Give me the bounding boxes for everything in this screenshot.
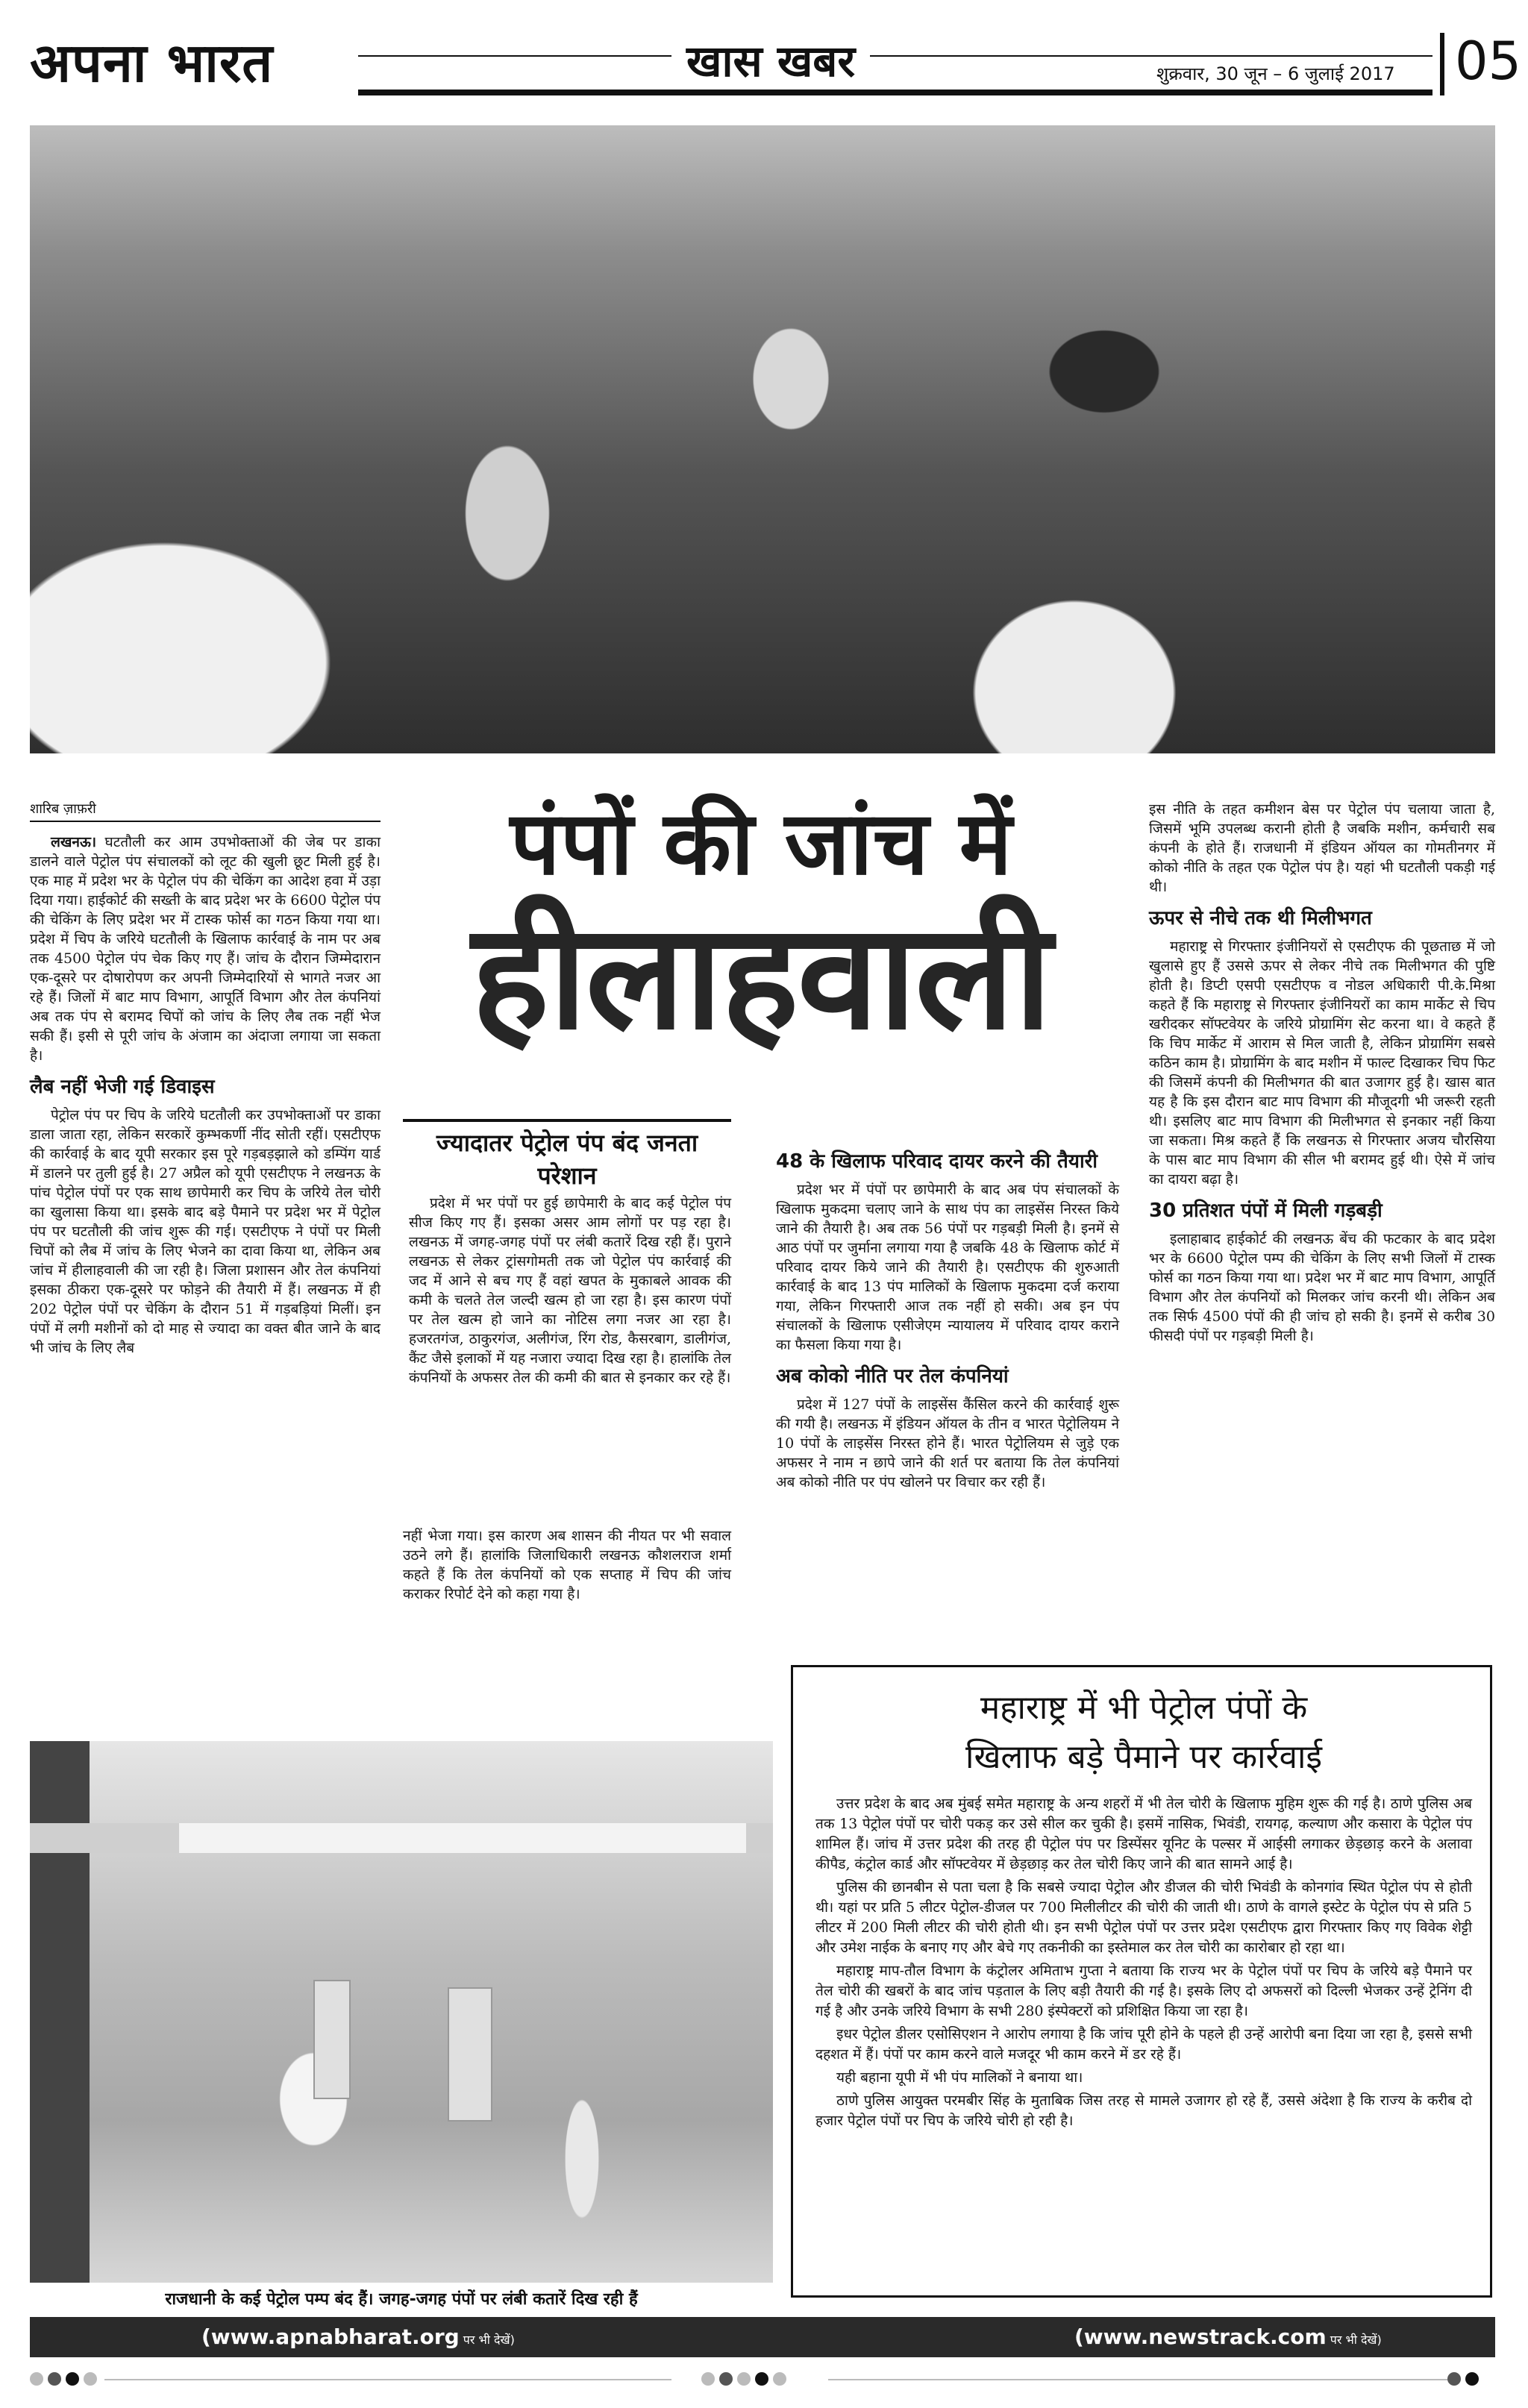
maharashtra-title-line-1: महाराष्ट्र में भी पेट्रोल पंपों के [980,1689,1308,1727]
photo-caption: राजधानी के कई पेट्रोल पम्प बंद हैं। जगह-जगह पंपों पर लंबी कतारें दिख रही हैं [165,2290,638,2309]
col1-subhead: लैब नहीं भेजी गई डिवाइस [30,1076,215,1098]
col4-subhead-1: ऊपर से नीचे तक थी मिलीभगत [1149,907,1372,929]
byline: शारिब ज़ाफ़री [30,801,96,817]
col2-paragraph-1: प्रदेश में भर पंपों पर हुई छापेमारी के बाद कई पेट्रोल पंप सीज किए गए हैं। इसका असर आम लोगों पर पड़ रहा है। लखनऊ में जगह-जगह पंपों पर लंबी कतारें दिख रही हैं। पुराने लखनऊ से लेकर ट्रांसगोमती तक जो पेट्रोल पंप कार्रवाई की जद में आने से बच गए हैं वहां खपत के मुकाबले आवक की कमी के चलते तेल जल्दी खत्म हो जा रहा है। इस कारण पंपों पर तेल खत्म हो जाने का नोटिस लगा नजर आ रहा है। हजरतगंज, ठाकुरगंज, अलीगंज, रिंग रोड, कैसरबाग, डालीगंज, कैंट जैसे इलाकों में यह नजारा ज्यादा दिख रहा है। हालांकि तेल कंपनियों के अफसर तेल की कमी की बात से इनकार कर रहे हैं। [409,1195,731,1386]
maharashtra-paragraph: उत्तर प्रदेश के बाद अब मुंबई समेत महाराष्ट्र के अन्य शहरों में भी तेल चोरी के खिलाफ मुहिम शुरू की गई है। ठाणे पुलिस अब तक 13 पेट्रोल पंपों पर चोरी पकड़ कर उसे सील कर चुकी है। इसमें नासिक, भिवंडी, रायगढ़, कल्याण और कसारा के पेट्रोल पंप शामिल हैं। जांच में उत्तर प्रदेश की तरह ही पेट्रोल पंप पर डिस्पेंसर यूनिट के पल्सर में आईसी लगाकर छेड़छाड़ करने के अलावा कीपैड, कंट्रोल कार्ड और सॉफ्टवेयर में छेड़छाड़ कर तेल चोरी किए जाने की बात सामने आई है। [815,1796,1472,1872]
column-4 [1149,800,1495,1346]
col1-dateline: लखनऊ। [51,834,97,850]
footer-rule-right [828,2379,1447,2380]
col4-paragraph-1: महाराष्ट्र से गिरफ्तार इंजीनियरों से एसटीएफ की पूछताछ में जो खुलासे हुए हैं उससे ऊपर से लेकर नीचे तक मिलीभगत की पुष्टि होती है। डिप्टी एसपी एसटीएफ व नोडल अधिकारी पी.के.मिश्रा कहते हैं कि महाराष्ट्र से गिरफ्तार इंजीनियरों का काम मार्केट से चिप खरीदकर सॉफ्टवेयर के जरिये प्रोग्रामिंग सेट करना था। वे कहते हैं कि चिप मार्केट में आराम से मिल जाती है, लेकिन प्रोग्रामिंग सबसे कठिन काम है। प्रोग्रामिंग के बाद मशीन में फाल्ट दिखाकर चिप फिट की जिसमें कंपनी की मिलीभगत की बात उजागर हुई है। खास बात यह है कि इस दौरान बाट माप विभाग की मौजूदगी भी जरूरी रहती थी। इसलिए बाट माप विभाग की मिलीभगत से इनकार नहीं किया जा सकता। मिश्र कहते हैं कि लखनऊ से गिरफ्तार अजय चौरसिया के पास बाट माप विभाग की सील भी बरामद हुई थी। ऐसे में जांच का दायरा बढ़ा है। [1149,938,1495,1188]
page-number: 05 [1455,31,1522,92]
section-heading: खास खबर [671,33,870,90]
decor-dot [755,2372,768,2386]
col3-subhead-2: अब कोको नीति पर तेल कंपनियां [776,1365,1009,1388]
station-canopy [179,1823,746,1853]
sidebar-story-title: ज्यादातर पेट्रोल पंप बंद जनता परेशान [403,1119,731,1192]
maharashtra-paragraph: ठाणे पुलिस आयुक्त परमबीर सिंह के मुताबिक जिस तरह से मामले उजागर हो रहे हैं, उससे अंदेशा है कि राज्य के करीब दो हजार पेट्रोल पंपों पर चिप के जरिये चोरी हो रही है। [815,2092,1472,2129]
maharashtra-box-body [815,1794,1472,2134]
decor-dot [737,2372,751,2386]
dateline: शुक्रवार, 30 जून – 6 जुलाई 2017 [1149,61,1403,86]
masthead [30,25,1522,106]
col4-subhead-2: 30 प्रतिशत पंपों में मिली गड़बड़ी [1149,1200,1383,1222]
decor-dot [84,2372,97,2386]
decor-dot [719,2372,733,2386]
decor-dot [66,2372,79,2386]
page-number-divider [1440,33,1444,95]
maharashtra-paragraph: पुलिस की छानबीन से पता चला है कि सबसे ज्यादा पेट्रोल और डीजल की चोरी भिवंडी के कोनगांव स्थित पेट्रोल पंप से होती थी। यहां पर प्रति 5 लीटर पेट्रोल-डीजल पर 700 मिलीलीटर की चोरी की जाती थी। ठाणे के वागले इस्टेट के पेट्रोल पंप से प्रति 5 लीटर में 200 मिली लीटर की चोरी होती थी। इन सभी पेट्रोल पंपों पर उत्तर प्रदेश एसटीएफ द्वारा गिरफ्तार किए गए विवेक शेट्टी और उमेश नाईक के बनाए गए और बेचे गए तकनीकी का इस्तेमाल कर तेल चोरी का कारोबार हो रहा था। [815,1879,1472,1956]
col3-paragraph-2: प्रदेश में 127 पंपों के लाइसेंस कैंसिल करने की कार्रवाई शुरू की गयी है। लखनऊ में इंडियन ऑयल के तीन व भारत पेट्रोलियम ने 10 पंपों के लाइसेंस निरस्त होने हैं। भारत पेट्रोलियम से जुड़े एक अफसर ने नाम न छापे जाने की शर्त पर बताया कि तेल कंपनियां अब कोको नीति पर पंप खोलने पर विचार कर रही हैं। [776,1396,1119,1490]
main-headline [403,791,1119,1062]
top-photo-petrol-queue [30,125,1495,753]
col1-paragraph-2: पेट्रोल पंप पर चिप के जरिये घटतौली कर उपभोक्ताओं पर डाका डाला जाता रहा, लेकिन सरकारें कुम्भकर्णी नींद सोती रहीं। एसटीएफ की कार्रवाई के बाद यूपी सरकार इस पूरे गड़बड़झाले को डम्पिंग यार्ड में डालने पर तुली हुई है। 27 अप्रैल को यूपी एसटीएफ ने लखनऊ के पांच पेट्रोल पंपों पर एक साथ छापेमारी कर चिप के जरिये तेल चोरी का खुलासा किया था। इसके बाद बड़े पैमाने पर प्रदेश भर में पेट्रोल पंप पर घटतौली की जांच शुरू की गई। एसटीएफ ने पंपों पर मिली चिपों को लैब में जांच के लिए भेजने का दावा किया था, लेकिन अब जांच में हीलाहवाली की जा रही है। जिला प्रशासन और तेल कंपनियां इसका ठीकरा एक-दूसरे पर फोड़ने की तैयारी में हैं। लखनऊ में ही 202 पेट्रोल पंपों पर चेकिंग के दौरान 51 में गड़बड़ियां मिलीं। इन पंपों में लगी मशीनों को दो माह से ज्यादा का वक्त बीत जाने के बाद भी जांच के लिए लैब [30,1107,381,1356]
footer-rule-left [104,2379,671,2380]
photo-caption-bar [30,2283,773,2317]
column-2-box [409,1194,731,1388]
headline-line-1: पंपों की जांच में [510,791,1012,894]
col3-paragraph-1: प्रदेश भर में पंपों पर छापेमारी के बाद अब पंप संचालकों के खिलाफ मुकदमा चलाए जाने के साथ पंप का लाइसेंस निरस्त किये जाने की तैयारी है। अब तक 56 पंपों पर गड़बड़ी मिली है। इनमें से आठ पंपों पर जुर्माना लगाया गया है जबकि 48 के खिलाफ कोर्ट में परिवाद दायर किये जाने की तैयारी है। एसटीएफ की शुरुआती कार्रवाई के बाद 13 पंप मालिकों के खिलाफ मुकदमा दर्ज कराया गया, लेकिन गिरफ्तारी आज तक नहीं हो सकी। अब इन पंप संचालकों के खिलाफ एसीजेएम न्यायालय में परिवाद दायर कराने का फैसला किया गया है। [776,1182,1119,1353]
col4-paragraph-2: इलाहाबाद हाईकोर्ट की लखनऊ बेंच की फटकार के बाद प्रदेश भर के 6600 पेट्रोल पम्प की चेकिंग के लिए सभी जिलों में टास्क फोर्स का गठन किया गया था। प्रदेश भर में बाट माप विभाग, आपूर्ति विभाग और तेल कंपनियों को मिलकर जांच करनी थी। लेकिन अब तक सिर्फ 4500 पंपों की ही जांच हो सकी है। इनमें से करीब 30 फीसदी पंपों पर गड़बड़ी मिली है। [1149,1231,1495,1344]
footer-dots-center [701,2372,786,2389]
footer-dots-left [30,2372,97,2389]
col4-paragraph-0: इस नीति के तहत कमीशन बेस पर पेट्रोल पंप चलाया जाता है, जिसमें भूमि उपलब्ध करानी होती है जबकि मशीन, कर्मचारी सब कंपनी के होते हैं। राजधानी में इंडियन ऑयल का गोमतीनगर में कोको नीति के तहत एक पेट्रोल पंप है। यहां भी घटतौली पकड़ी गई थी। [1149,801,1495,895]
footer-suffix-left: पर भी देखें) [459,2333,515,2347]
masthead-rule-top [358,55,1432,57]
maharashtra-paragraph: महाराष्ट्र माप-तौल विभाग के कंट्रोलर अमिताभ गुप्ता ने बताया कि राज्य भर के पेट्रोल पंपों पर चिप के जरिये बड़े पैमाने पर तेल चोरी की खबरों के बाद जांच पड़ताल के लिए बड़ी तैयारी की गई है। इसके लिए दो अफसरों को दिल्ली भेजकर उन्हें ट्रेनिंग दी गई है और उनके जरिये विभाग के सभी 280 इंस्पेक्टरों को प्रशिक्षित किया जा रहा है। [815,1963,1472,2019]
decor-dot [48,2372,61,2386]
headline-line-2: हीलाहवाली [472,892,1050,1062]
maharashtra-box [791,1665,1492,2298]
decor-dot [30,2372,43,2386]
decor-dot [1465,2372,1479,2386]
maharashtra-paragraph: इधर पेट्रोल डीलर एसोसिएशन ने आरोप लगाया है कि जांच पूरी होने के पहले ही उन्हें आरोपी बना दिया जा रहा है, इससे सभी दहशत में हैं। पंपों पर काम करने वाले मजदूर भी काम करने में डर रहे हैं। [815,2026,1472,2063]
footer-url-left[interactable]: (www.apnabharat.org [201,2324,460,2349]
footer-dots-right [1447,2372,1479,2389]
col1-paragraph-1 [30,833,381,1065]
col1-paragraph-1-text: घटतौली कर आम उपभोक्ताओं की जेब पर डाका डालने वाले पेट्रोल पंप संचालकों को लूट की खुली छूट मिली हुई है। एक माह में प्रदेश भर के पेट्रोल पंप की चेकिंग का आदेश हवा में उड़ा दिया गया। हाईकोर्ट की सख्ती के बाद प्रदेश भर के 6600 पेट्रोल पंप की चेकिंग के लिए प्रदेश भर में टास्क फोर्स का गठन किया गया था। प्रदेश में चिप के जरिये घटतौली के खिलाफ कार्रवाई के नाम पर अब तक 4500 पेट्रोल पंप चेक किए गए हैं। जांच के दौरान जिम्मेदारान एक-दूसरे पर दोषारोपण कर अपनी जिम्मेदारियों से भागते नजर आ रहे हैं। जिलों में बाट माप विभाग, आपूर्ति विभाग और तेल कंपनियां अब तक पंप से बरामद चिपों को जांच के लिए लैब तक नहीं भेज सकी हैं। इसी से पूरी जांच के अंजाम का अंदाजा लगाया जा सकता है। [30,834,381,1064]
decor-dot [701,2372,715,2386]
column-3 [776,1149,1119,1492]
fuel-dispenser [313,1980,351,2099]
maharashtra-paragraph: यही बहाना यूपी में भी पंप मालिकों ने बनाया था। [836,2069,1083,2086]
decor-dot [773,2372,786,2386]
decor-dot [1447,2372,1461,2386]
byline-rule [30,821,381,822]
col3-subhead-1: 48 के खिलाफ परिवाद दायर करने की तैयारी [776,1150,1098,1173]
masthead-rule [358,90,1432,95]
col2-paragraph-2: नहीं भेजा गया। इस कारण अब शासन की नीयत पर भी सवाल उठने लगे हैं। हालांकि जिलाधिकारी लखनऊ कौशलराज शर्मा कहते हैं कि तेल कंपनियों को एक सप्ताह में चिप की जांच कराकर रिपोर्ट देने को कहा गया है। [403,1528,731,1602]
footer-link-newstrack[interactable] [1074,2324,1382,2353]
fuel-dispenser [448,1987,492,2122]
footer-url-right[interactable]: (www.newstrack.com [1074,2324,1327,2349]
column-1 [30,833,381,1358]
bottom-photo-petrol-station [30,1741,773,2283]
maharashtra-box-title [793,1684,1494,1782]
column-2-continued [403,1526,731,1604]
maharashtra-title-line-2: खिलाफ बड़े पैमाने पर कार्रवाई [965,1738,1322,1776]
footer-bar [30,2317,1495,2357]
footer-link-apnabharat[interactable] [201,2324,515,2353]
brand-logo: अपना भारत [30,31,274,94]
footer-suffix-right: पर भी देखें) [1326,2333,1382,2347]
